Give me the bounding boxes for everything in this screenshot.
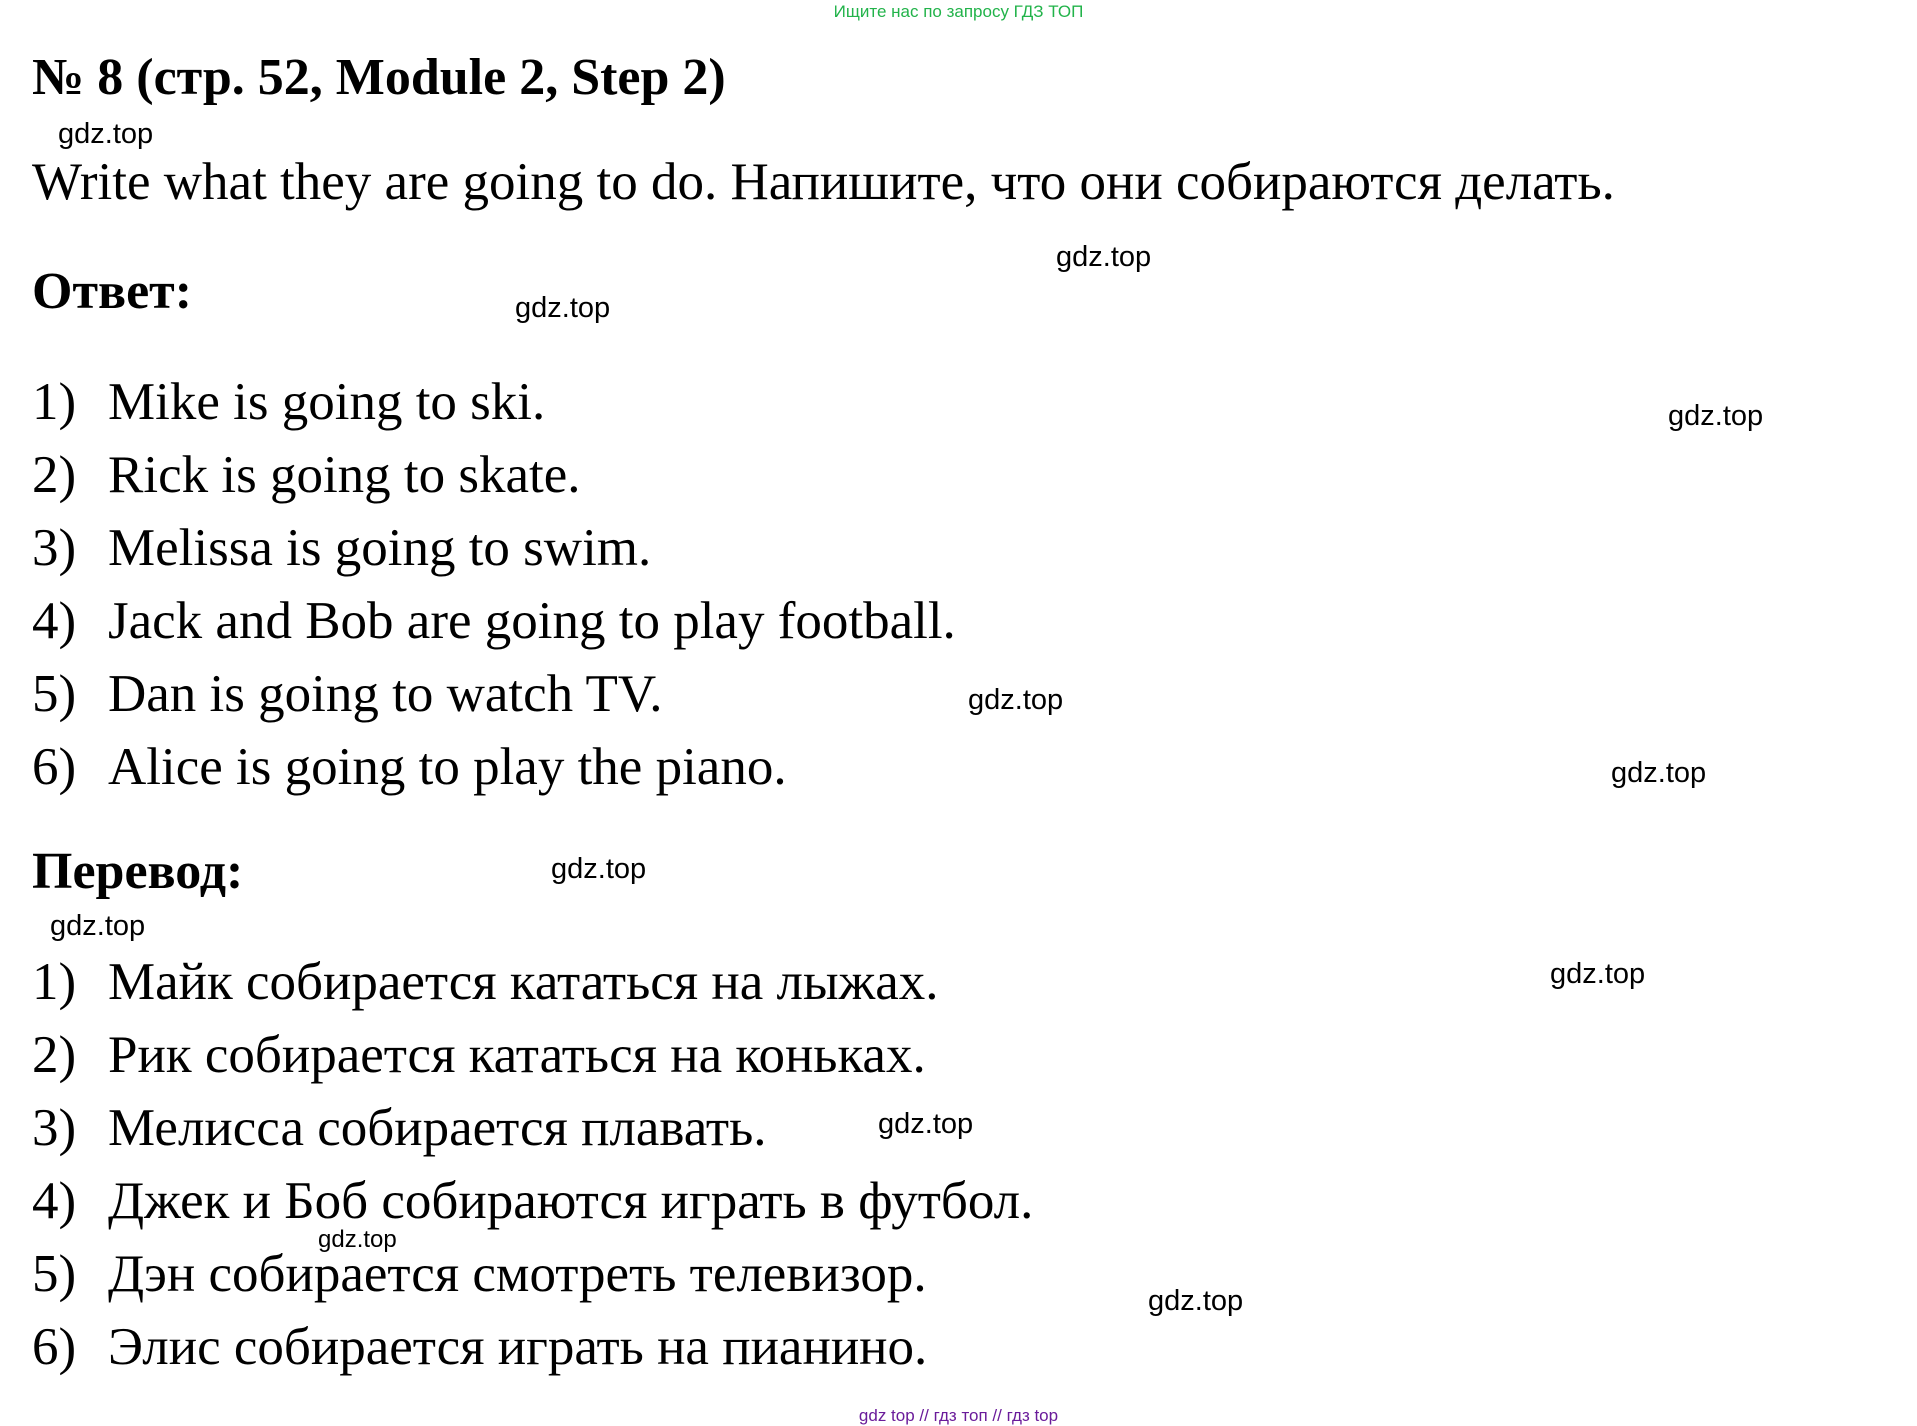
watermark: gdz.top — [318, 1226, 397, 1253]
item-number: 2) — [32, 1026, 77, 1084]
item-text: Джек и Боб собираются играть в футбол. — [108, 1172, 1034, 1230]
list-item — [32, 658, 956, 731]
item-text: Jack and Bob are going to play football. — [108, 592, 956, 650]
watermark: gdz.top — [878, 1108, 974, 1140]
bottom-banner: gdz top // гдз топ // гдз top — [858, 1406, 1059, 1425]
watermark: gdz.top — [515, 292, 611, 324]
list-item — [32, 1165, 1033, 1238]
list-item — [32, 946, 1033, 1019]
item-text: Элис собирается играть на пианино. — [108, 1318, 928, 1376]
answer-heading: Ответ: — [32, 263, 193, 320]
watermark: gdz.top — [1550, 958, 1646, 990]
item-number: 3) — [32, 519, 77, 577]
item-number: 1) — [32, 373, 77, 431]
watermark: gdz.top — [1148, 1285, 1244, 1317]
item-text: Melissa is going to swim. — [108, 519, 652, 577]
item-number: 1) — [32, 953, 77, 1011]
item-number: 3) — [32, 1099, 77, 1157]
item-number: 5) — [32, 665, 77, 723]
item-number: 5) — [32, 1245, 77, 1303]
translation-heading: Перевод: — [32, 843, 244, 900]
list-item — [32, 585, 956, 658]
item-text: Дэн собирается смотреть телевизор. — [108, 1245, 927, 1303]
item-number: 4) — [32, 592, 77, 650]
item-text: Майк собирается кататься на лыжах. — [108, 953, 939, 1011]
list-item — [32, 1238, 1033, 1311]
item-text: Dan is going to watch TV. — [108, 665, 663, 723]
item-text: Рик собирается кататься на коньках. — [108, 1026, 926, 1084]
watermark: gdz.top — [1056, 241, 1152, 273]
item-text: Rick is going to skate. — [108, 446, 581, 504]
page-title: № 8 (стр. 52, Module 2, Step 2) — [32, 49, 726, 106]
watermark: gdz.top — [1611, 757, 1707, 789]
task-instruction: Write what they are going to do. Напишите, что они собираются делать. — [32, 153, 1615, 211]
watermark: gdz.top — [58, 118, 154, 150]
list-item — [32, 512, 956, 585]
list-item — [32, 731, 956, 804]
list-item — [32, 1019, 1033, 1092]
list-item — [32, 439, 956, 512]
item-number: 6) — [32, 738, 77, 796]
watermark: gdz.top — [50, 910, 146, 942]
top-banner: Ищите нас по запросу ГДЗ ТОП — [833, 2, 1084, 21]
watermark: gdz.top — [968, 684, 1064, 716]
watermark: gdz.top — [551, 853, 647, 885]
item-text: Mike is going to ski. — [108, 373, 546, 431]
watermark: gdz.top — [1668, 400, 1764, 432]
item-number: 4) — [32, 1172, 77, 1230]
item-number: 6) — [32, 1318, 77, 1376]
answer-list — [32, 366, 956, 804]
item-number: 2) — [32, 446, 77, 504]
item-text: Alice is going to play the piano. — [108, 738, 787, 796]
item-text: Мелисса собирается плавать. — [108, 1099, 767, 1157]
list-item — [32, 1311, 1033, 1384]
translation-list — [32, 946, 1033, 1384]
list-item — [32, 366, 956, 439]
